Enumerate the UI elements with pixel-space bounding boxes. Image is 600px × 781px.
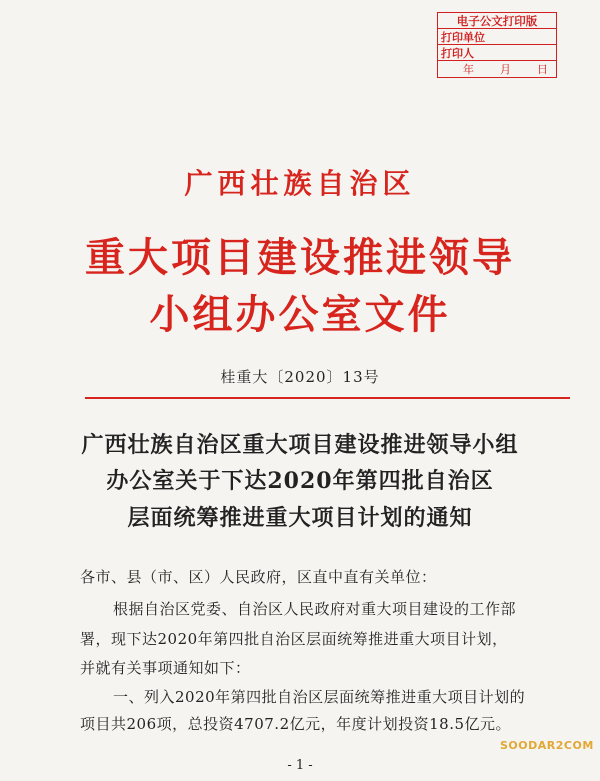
notice-title-line1: 广西壮族自治区重大项目建设推进领导小组 bbox=[81, 432, 519, 458]
body-para2-line1: 一、列入2020年第四批自治区层面统筹推进重大项目计划的 bbox=[113, 688, 526, 706]
recipients-line: 各市、县（市、区）人民政府，区直中直有关单位： bbox=[80, 568, 437, 586]
stamp-date-row bbox=[438, 61, 556, 77]
notice-title-line2: 办公室关于下达2020年第四批自治区 bbox=[106, 468, 494, 494]
agency-name-line3: 小组办公室文件 bbox=[149, 291, 451, 338]
stamp-header: 电子公文打印版 bbox=[438, 13, 556, 29]
site-watermark: SOODAR2COM bbox=[500, 739, 594, 752]
body-para1-line2: 署，现下达2020年第四批自治区层面统筹推进重大项目计划， bbox=[80, 630, 508, 648]
agency-name-line1: 广西壮族自治区 bbox=[184, 167, 416, 200]
body-para1-line1: 根据自治区党委、自治区人民政府对重大项目建设的工作部 bbox=[113, 600, 517, 618]
document-number: 桂重大〔2020〕13号 bbox=[220, 368, 380, 386]
agency-name-line2: 重大项目建设推进领导 bbox=[85, 234, 515, 281]
body-para1-line3: 并就有关事项通知如下： bbox=[80, 659, 251, 677]
red-divider-line bbox=[85, 397, 570, 399]
page-number: - 1 - bbox=[287, 758, 313, 773]
notice-title-line3: 层面统筹推进重大项目计划的通知 bbox=[127, 505, 473, 531]
body-para2-line2: 项目共206项，总投资4707.2亿元，年度计划投资18.5亿元。 bbox=[80, 715, 512, 733]
stamp-month-label: 月 bbox=[500, 63, 511, 76]
stamp-printer-label: 打印人 bbox=[438, 45, 556, 61]
stamp-day-label: 日 bbox=[537, 63, 548, 76]
print-stamp-box bbox=[437, 12, 557, 78]
stamp-print-unit-label: 打印单位 bbox=[438, 29, 556, 45]
stamp-year-label: 年 bbox=[463, 63, 474, 76]
